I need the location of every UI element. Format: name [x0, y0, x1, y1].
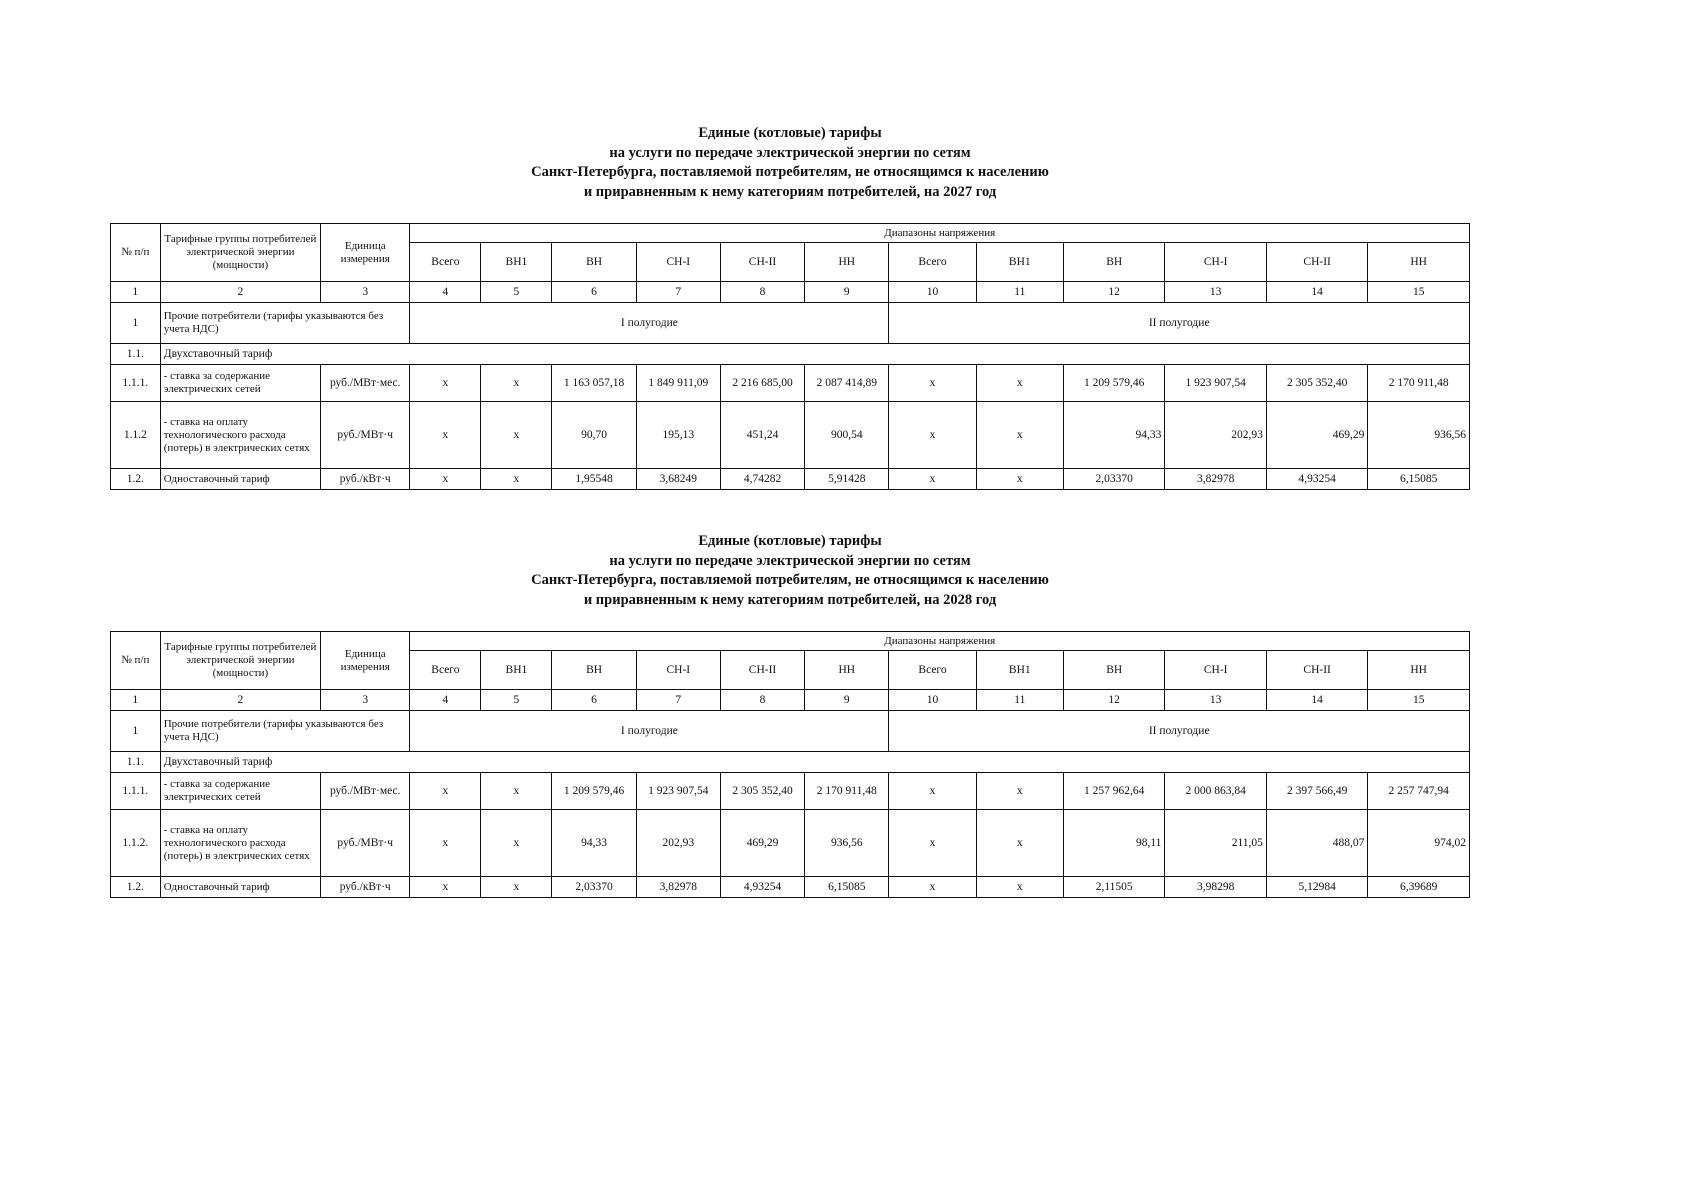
value-cell: х [889, 810, 976, 877]
col-header-voltage: ВН1 [481, 243, 552, 282]
column-number: 1 [111, 690, 161, 711]
subgroup-row [111, 344, 1470, 365]
column-number: 4 [410, 690, 481, 711]
value-cell: 3,82978 [1165, 469, 1266, 490]
value-cell: 936,56 [1368, 402, 1470, 469]
column-number: 6 [552, 282, 636, 303]
half-year-label: I полугодие [410, 711, 889, 752]
column-number: 15 [1368, 282, 1470, 303]
row-unit: руб./МВт·мес. [321, 773, 410, 810]
value-cell: х [889, 365, 976, 402]
column-number: 10 [889, 690, 976, 711]
column-number: 11 [976, 690, 1063, 711]
value-cell: х [889, 402, 976, 469]
value-cell: 2 000 863,84 [1165, 773, 1266, 810]
col-header-voltage: Всего [889, 243, 976, 282]
value-cell: 3,82978 [636, 877, 720, 898]
document-title [110, 532, 1470, 610]
row-number: 1 [111, 711, 161, 752]
col-header-group: Тарифные группы потребителей электрической энергии (мощности) [160, 224, 320, 282]
col-header-voltage: ВН1 [976, 243, 1063, 282]
row-number: 1.1.2. [111, 810, 161, 877]
row-number: 1.2. [111, 877, 161, 898]
group-label: Прочие потребители (тарифы указываются без учета НДС) [160, 303, 410, 344]
value-cell: 451,24 [720, 402, 804, 469]
column-number: 10 [889, 282, 976, 303]
value-cell: 2 170 911,48 [805, 773, 889, 810]
value-cell: 202,93 [1165, 402, 1266, 469]
col-header-unit: Единица измерения [321, 224, 410, 282]
value-cell: 2,11505 [1063, 877, 1164, 898]
subgroup-label: Двухставочный тариф [160, 752, 1469, 773]
value-cell: х [976, 773, 1063, 810]
value-cell: 90,70 [552, 402, 636, 469]
col-header-no: № п/п [111, 632, 161, 690]
row-label: - ставка на оплату технологического расхода (потерь) в электрических сетях [160, 810, 320, 877]
col-header-voltage: ВН [552, 243, 636, 282]
value-cell: 2,03370 [552, 877, 636, 898]
row-label: Одноставочный тариф [160, 469, 320, 490]
value-cell: 5,91428 [805, 469, 889, 490]
col-header-voltage: СН-II [1266, 651, 1367, 690]
value-cell: х [889, 469, 976, 490]
value-cell: 469,29 [720, 810, 804, 877]
column-number: 1 [111, 282, 161, 303]
col-header-ranges: Диапазоны напряжения [410, 632, 1470, 651]
title-line: на услуги по передаче электрической энергии по сетям [609, 552, 971, 569]
row-label: - ставка за содержание электрических сетей [160, 365, 320, 402]
group-row [111, 711, 1470, 752]
value-cell: х [481, 365, 552, 402]
col-header-voltage: НН [1368, 651, 1470, 690]
value-cell: 1 923 907,54 [636, 773, 720, 810]
value-cell: 2 087 414,89 [805, 365, 889, 402]
value-cell: х [481, 402, 552, 469]
table-row [111, 469, 1470, 490]
column-number-row [111, 690, 1470, 711]
col-header-voltage: ВН [552, 651, 636, 690]
value-cell: 2,03370 [1063, 469, 1164, 490]
value-cell: 2 170 911,48 [1368, 365, 1470, 402]
value-cell: 195,13 [636, 402, 720, 469]
column-number: 5 [481, 282, 552, 303]
header-row [111, 632, 1470, 651]
value-cell: х [976, 365, 1063, 402]
col-header-voltage: СН-I [1165, 243, 1266, 282]
column-number: 11 [976, 282, 1063, 303]
row-label: Одноставочный тариф [160, 877, 320, 898]
column-number: 8 [720, 282, 804, 303]
column-number: 7 [636, 282, 720, 303]
value-cell: 1 257 962,64 [1063, 773, 1164, 810]
group-label: Прочие потребители (тарифы указываются без учета НДС) [160, 711, 410, 752]
column-number: 2 [160, 282, 320, 303]
row-label: - ставка за содержание электрических сетей [160, 773, 320, 810]
value-cell: х [410, 365, 481, 402]
value-cell: х [410, 402, 481, 469]
value-cell: 900,54 [805, 402, 889, 469]
col-header-voltage: Всего [410, 243, 481, 282]
value-cell: 1 849 911,09 [636, 365, 720, 402]
value-cell: х [889, 877, 976, 898]
value-cell: х [410, 810, 481, 877]
half-year-label: II полугодие [889, 303, 1470, 344]
value-cell: 2 257 747,94 [1368, 773, 1470, 810]
value-cell: 3,68249 [636, 469, 720, 490]
col-header-unit: Единица измерения [321, 632, 410, 690]
subgroup-label: Двухставочный тариф [160, 344, 1469, 365]
value-cell: 6,15085 [805, 877, 889, 898]
column-number: 9 [805, 690, 889, 711]
column-number: 13 [1165, 690, 1266, 711]
row-label: - ставка на оплату технологического расхода (потерь) в электрических сетях [160, 402, 320, 469]
col-header-voltage: СН-II [1266, 243, 1367, 282]
row-number: 1.2. [111, 469, 161, 490]
value-cell: 488,07 [1266, 810, 1367, 877]
value-cell: 2 305 352,40 [720, 773, 804, 810]
value-cell: 211,05 [1165, 810, 1266, 877]
value-cell: 4,93254 [720, 877, 804, 898]
row-number: 1.1. [111, 752, 161, 773]
column-number: 13 [1165, 282, 1266, 303]
value-cell: х [976, 469, 1063, 490]
table-row [111, 877, 1470, 898]
title-line: Единые (котловые) тарифы [698, 125, 882, 141]
col-header-voltage: Всего [889, 651, 976, 690]
column-number: 12 [1063, 282, 1164, 303]
value-cell: х [410, 773, 481, 810]
column-number: 4 [410, 282, 481, 303]
value-cell: 1,95548 [552, 469, 636, 490]
title-line: и приравненным к нему категориям потребителей, на 2027 год [583, 183, 997, 200]
col-header-voltage: СН-I [636, 243, 720, 282]
value-cell: 4,93254 [1266, 469, 1367, 490]
col-header-voltage: НН [805, 651, 889, 690]
value-cell: х [976, 877, 1063, 898]
row-number: 1.1.1. [111, 365, 161, 402]
column-number: 14 [1266, 690, 1367, 711]
table-row [111, 402, 1470, 469]
tariff-table [110, 223, 1470, 490]
tariff-section-2027 [110, 124, 1470, 490]
group-row [111, 303, 1470, 344]
value-cell: 202,93 [636, 810, 720, 877]
row-unit: руб./МВт·ч [321, 810, 410, 877]
value-cell: х [410, 877, 481, 898]
value-cell: х [976, 402, 1063, 469]
column-number: 15 [1368, 690, 1470, 711]
value-cell: х [889, 773, 976, 810]
title-line: Санкт-Петербурга, поставляемой потребителям, не относящимся к населению [531, 164, 1049, 180]
col-header-voltage: НН [1368, 243, 1470, 282]
value-cell: 1 209 579,46 [1063, 365, 1164, 402]
column-number: 2 [160, 690, 320, 711]
column-number: 5 [481, 690, 552, 711]
table-row [111, 773, 1470, 810]
table-row [111, 365, 1470, 402]
column-number-row [111, 282, 1470, 303]
value-cell: 6,39689 [1368, 877, 1470, 898]
table-row [111, 810, 1470, 877]
tariff-section-2028 [110, 532, 1470, 898]
column-number: 7 [636, 690, 720, 711]
title-line: и приравненным к нему категориям потребителей, на 2028 год [583, 591, 997, 608]
column-number: 8 [720, 690, 804, 711]
value-cell: 5,12984 [1266, 877, 1367, 898]
col-header-voltage: ВН [1063, 243, 1164, 282]
value-cell: 2 305 352,40 [1266, 365, 1367, 402]
row-unit: руб./МВт·ч [321, 402, 410, 469]
title-line: Санкт-Петербурга, поставляемой потребителям, не относящимся к населению [531, 572, 1049, 588]
col-header-voltage: ВН1 [976, 651, 1063, 690]
value-cell: 936,56 [805, 810, 889, 877]
col-header-ranges: Диапазоны напряжения [410, 224, 1470, 243]
half-year-label: II полугодие [889, 711, 1470, 752]
row-number: 1.1. [111, 344, 161, 365]
tariff-table [110, 631, 1470, 898]
value-cell: 4,74282 [720, 469, 804, 490]
column-number: 9 [805, 282, 889, 303]
col-header-voltage: ВН [1063, 651, 1164, 690]
column-number: 3 [321, 282, 410, 303]
column-number: 6 [552, 690, 636, 711]
value-cell: х [481, 877, 552, 898]
value-cell: 1 209 579,46 [552, 773, 636, 810]
col-header-voltage: СН-II [720, 243, 804, 282]
value-cell: 2 216 685,00 [720, 365, 804, 402]
value-cell: 3,98298 [1165, 877, 1266, 898]
value-cell: х [976, 810, 1063, 877]
row-number: 1.1.1. [111, 773, 161, 810]
header-row [111, 224, 1470, 243]
row-number: 1.1.2 [111, 402, 161, 469]
col-header-voltage: СН-I [1165, 651, 1266, 690]
value-cell: х [410, 469, 481, 490]
value-cell: 2 397 566,49 [1266, 773, 1367, 810]
value-cell: 1 163 057,18 [552, 365, 636, 402]
half-year-label: I полугодие [410, 303, 889, 344]
col-header-voltage: Всего [410, 651, 481, 690]
value-cell: 6,15085 [1368, 469, 1470, 490]
subgroup-row [111, 752, 1470, 773]
value-cell: 98,11 [1063, 810, 1164, 877]
value-cell: 94,33 [552, 810, 636, 877]
row-unit: руб./кВт·ч [321, 469, 410, 490]
value-cell: х [481, 773, 552, 810]
value-cell: 469,29 [1266, 402, 1367, 469]
col-header-voltage: НН [805, 243, 889, 282]
col-header-no: № п/п [111, 224, 161, 282]
row-unit: руб./кВт·ч [321, 877, 410, 898]
column-number: 3 [321, 690, 410, 711]
row-unit: руб./МВт·мес. [321, 365, 410, 402]
col-header-voltage: СН-II [720, 651, 804, 690]
value-cell: 1 923 907,54 [1165, 365, 1266, 402]
col-header-group: Тарифные группы потребителей электрической энергии (мощности) [160, 632, 320, 690]
column-number: 12 [1063, 690, 1164, 711]
col-header-voltage: СН-I [636, 651, 720, 690]
value-cell: 94,33 [1063, 402, 1164, 469]
title-line: на услуги по передаче электрической энергии по сетям [609, 144, 971, 161]
title-line: Единые (котловые) тарифы [698, 533, 882, 549]
row-number: 1 [111, 303, 161, 344]
value-cell: 974,02 [1368, 810, 1470, 877]
value-cell: х [481, 810, 552, 877]
value-cell: х [481, 469, 552, 490]
document-title [110, 124, 1470, 202]
column-number: 14 [1266, 282, 1367, 303]
col-header-voltage: ВН1 [481, 651, 552, 690]
